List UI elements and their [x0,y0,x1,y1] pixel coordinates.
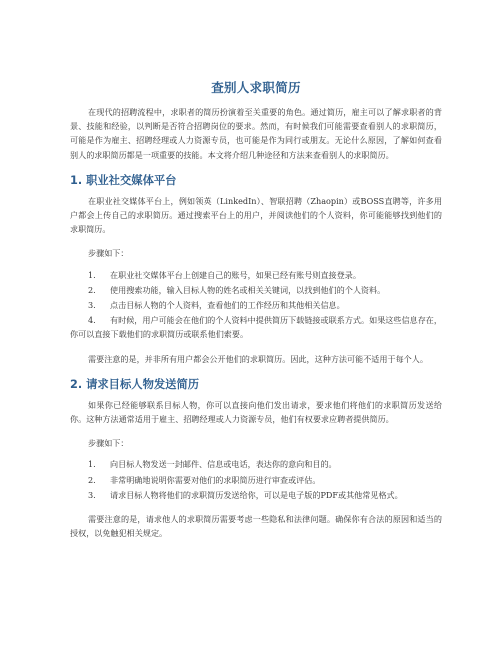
step-text: 使用搜索功能，输入目标人物的姓名或相关关键词，以找到他们的个人资料。 [110,284,386,295]
list-item [70,457,442,471]
list-item [70,283,442,297]
step-text: 非常明确地说明你需要对他们的求职简历进行审查或评估。 [110,474,321,485]
intro-paragraph: 在现代的招聘流程中，求职者的简历扮演着至关重要的角色。通过简历，雇主可以了解求职者的背景、技能和经验，以判断是否符合招聘岗位的要求。然而，有时候我们可能需要查看别人的求职简历，可能是作为雇主、招聘经理或人力资源专员，也可能是作为同行或朋友。无论什么原因，了解如何查看别人的求职简历都是一项重要的技能。本文将介绍几种途径和方法来查看别人的求职简历。 [70,107,442,160]
step-number: 3. [88,489,96,500]
step-text: 在职业社交媒体平台上创建自己的账号，如果已经有账号则直接登录。 [110,269,361,280]
step-text: 有时候，用户可能会在他们的个人资料中提供简历下载链接或联系方式。如果这些信息存在，你可以直接下载他们的求职简历或联系他们索要。 [70,315,442,340]
section-2-steps [70,457,442,502]
section-1-heading: 1. 职业社交媒体平台 [70,173,177,187]
step-number: 4. [88,315,96,326]
step-number: 1. [88,269,96,280]
section-1-steps-label: 步骤如下： [88,248,129,259]
list-item [70,488,442,502]
step-number: 3. [88,300,96,311]
section-2-body: 如果你已经能够联系目标人物，你可以直接向他们发出请求，要求他们将他们的求职简历发送给你。这种方法通常适用于雇主、招聘经理或人力资源专员，他们有权要求应聘者提供简历。 [70,399,442,425]
document-title: 查别人求职简历 [211,80,301,95]
step-text: 请求目标人物将他们的求职简历发送给你，可以是电子版的PDF或其他常见格式。 [110,489,403,500]
step-number: 2. [88,284,96,295]
document-page [70,78,442,550]
section-1-note: 需要注意的是，并非所有用户都会公开他们的求职简历。因此，这种方法可能不适用于每个人。 [88,353,428,364]
step-number: 1. [88,459,96,470]
section-2-steps-label: 步骤如下： [88,438,129,449]
section-1-steps [70,268,442,342]
step-text: 向目标人物发送一封邮件、信息或电话，表达你的意向和目的。 [110,459,337,470]
step-number: 2. [88,474,96,485]
list-item [70,313,442,341]
list-item [70,268,442,282]
section-2-note: 需要注意的是，请求他人的求职简历需要考虑一些隐私和法律问题。确保你有合法的原因和适当的授权，以免触犯相关规定。 [70,514,442,539]
section-1-body: 在职业社交媒体平台上，例如领英（LinkedIn）、智联招聘（Zhaopin）或BOSS直聘等，许多用户都会上传自己的求职简历。通过搜索平台上的用户，并阅读他们的个人资料，你可能能够找到他们的求职简历。 [70,195,442,235]
list-item [70,473,442,487]
list-item [70,298,442,312]
step-text: 点击目标人物的个人资料，查看他们的工作经历和其他相关信息。 [110,300,345,311]
section-2-heading: 2. 请求目标人物发送简历 [70,377,200,391]
